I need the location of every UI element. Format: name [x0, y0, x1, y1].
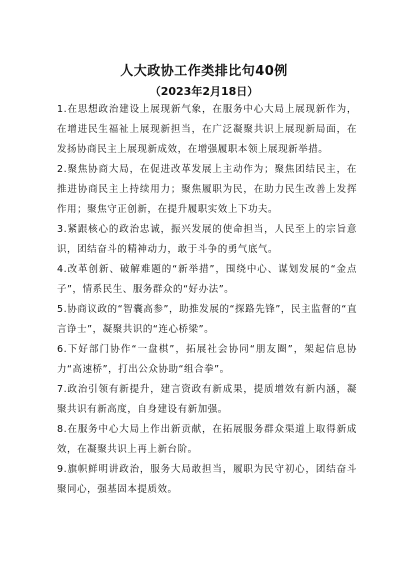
list-item: 3.紧跟核心的政治忠诚，振兴发展的使命担当，人民至上的宗旨意识，团结奋斗的精神动力，敢于斗争的勇气底气。 [57, 224, 357, 255]
list-item: 4.改革创新、破解难题的“新举措”，围绕中心、谋划发展的“金点子”，情系民生、服务群众的“好办法”。 [57, 264, 357, 295]
list-item: 8.在服务中心大局上作出新贡献，在拓展服务群众渠道上取得新成效，在凝聚共识上再上新台阶。 [57, 424, 357, 455]
list-item: 1.在思想政治建设上展现新气象，在服务中心大局上展现新作为，在增进民生福祉上展现新担当，在广泛凝聚共识上展现新局面，在发扬协商民主上展现新成效，在增强履职本领上展现新举措。 [57, 104, 357, 155]
document-date: （2023年2月18日） [149, 85, 259, 98]
list-item: 5.协商议政的“智囊高参”，助推发展的“探路先锋”，民主监督的“直言诤士”，凝聚共识的“连心桥梁”。 [57, 304, 357, 335]
list-item: 6.下好部门协作“一盘棋”，拓展社会协同“朋友圈”，架起信息协力“高速桥”，打出公众协助“组合拳”。 [57, 344, 357, 375]
list-item: 7.政治引领有新提升，建言资政有新成果，提质增效有新内涵，凝聚共识有新高度，自身建设有新加强。 [57, 384, 357, 415]
list-item: 9.旗帜鲜明讲政治，服务大局敢担当，履职为民守初心，团结奋斗聚同心，强基固本提质效。 [57, 464, 357, 495]
item-list [57, 100, 357, 500]
document-title: 人大政协工作类排比句40例 [120, 64, 288, 79]
list-item: 2.聚焦协商大局，在促进改革发展上主动作为；聚焦团结民主，在推进协商民主上持续用力；聚焦履职为民，在助力民生改善上发挥作用；聚焦守正创新，在提升履职实效上下功夫。 [57, 164, 357, 215]
